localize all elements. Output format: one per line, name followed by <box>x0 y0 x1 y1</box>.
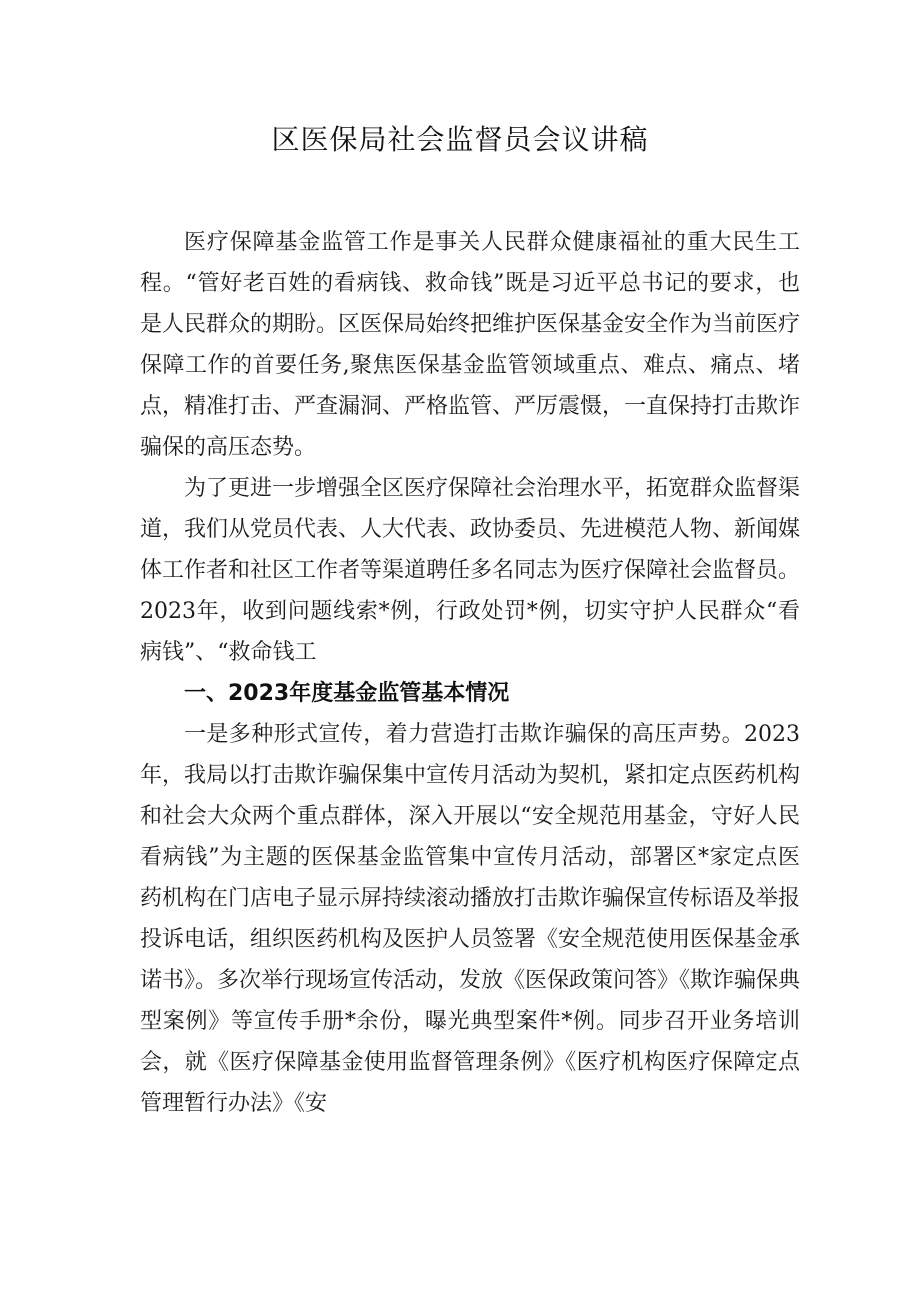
paragraph-intro: 医疗保障基金监管工作是事关人民群众健康福祉的重大民生工程。“管好老百姓的看病钱、救命钱”既是习近平总书记的要求，也是人民群众的期盼。区医保局始终把维护医保基金安全作为当前医疗保障工作的首要任务,聚焦医保基金监管领域重点、难点、痛点、堵点，精准打击、严查漏洞、严格监管、严厉震慑，一直保持打击欺诈骗保的高压态势。 <box>140 230 801 460</box>
paragraph-publicity: 一是多种形式宣传，着力营造打击欺诈骗保的高压声势。2023年，我局以打击欺诈骗保集中宣传月活动为契机，紧扣定点医药机构和社会大众两个重点群体，深入开展以“安全规范用基金，守好人民看病钱”为主题的医保基金监管集中宣传月活动，部署区*家定点医药机构在门店电子显示屏持续滚动播放打击欺诈骗保宣传标语及举报投诉电话，组织医药机构及医护人员签署《安全规范使用医保基金承诺书》。多次举行现场宣传活动，发放《医保政策问答》《欺诈骗保典型案例》等宣传手册*余份，曝光典型案件*例。同步召开业务培训会，就《医疗保障基金使用监督管理条例》《医疗机构医疗保障定点管理暂行办法》《安 <box>140 722 801 1116</box>
document-body <box>140 222 800 1124</box>
document-title: 区医保局社会监督员会议讲稿 <box>271 123 649 156</box>
section-heading: 一、2023年度基金监管基本情况 <box>184 681 510 706</box>
paragraph-supervisors: 为了更进一步增强全区医疗保障社会治理水平，拓宽群众监督渠道，我们从党员代表、人大代表、政协委员、先进模范人物、新闻媒体工作者和社区工作者等渠道聘任多名同志为医疗保障社会监督员。2023年，收到问题线索*例，行政处罚*例，切实守护人民群众“看病钱”、“救命钱工 <box>140 476 801 665</box>
